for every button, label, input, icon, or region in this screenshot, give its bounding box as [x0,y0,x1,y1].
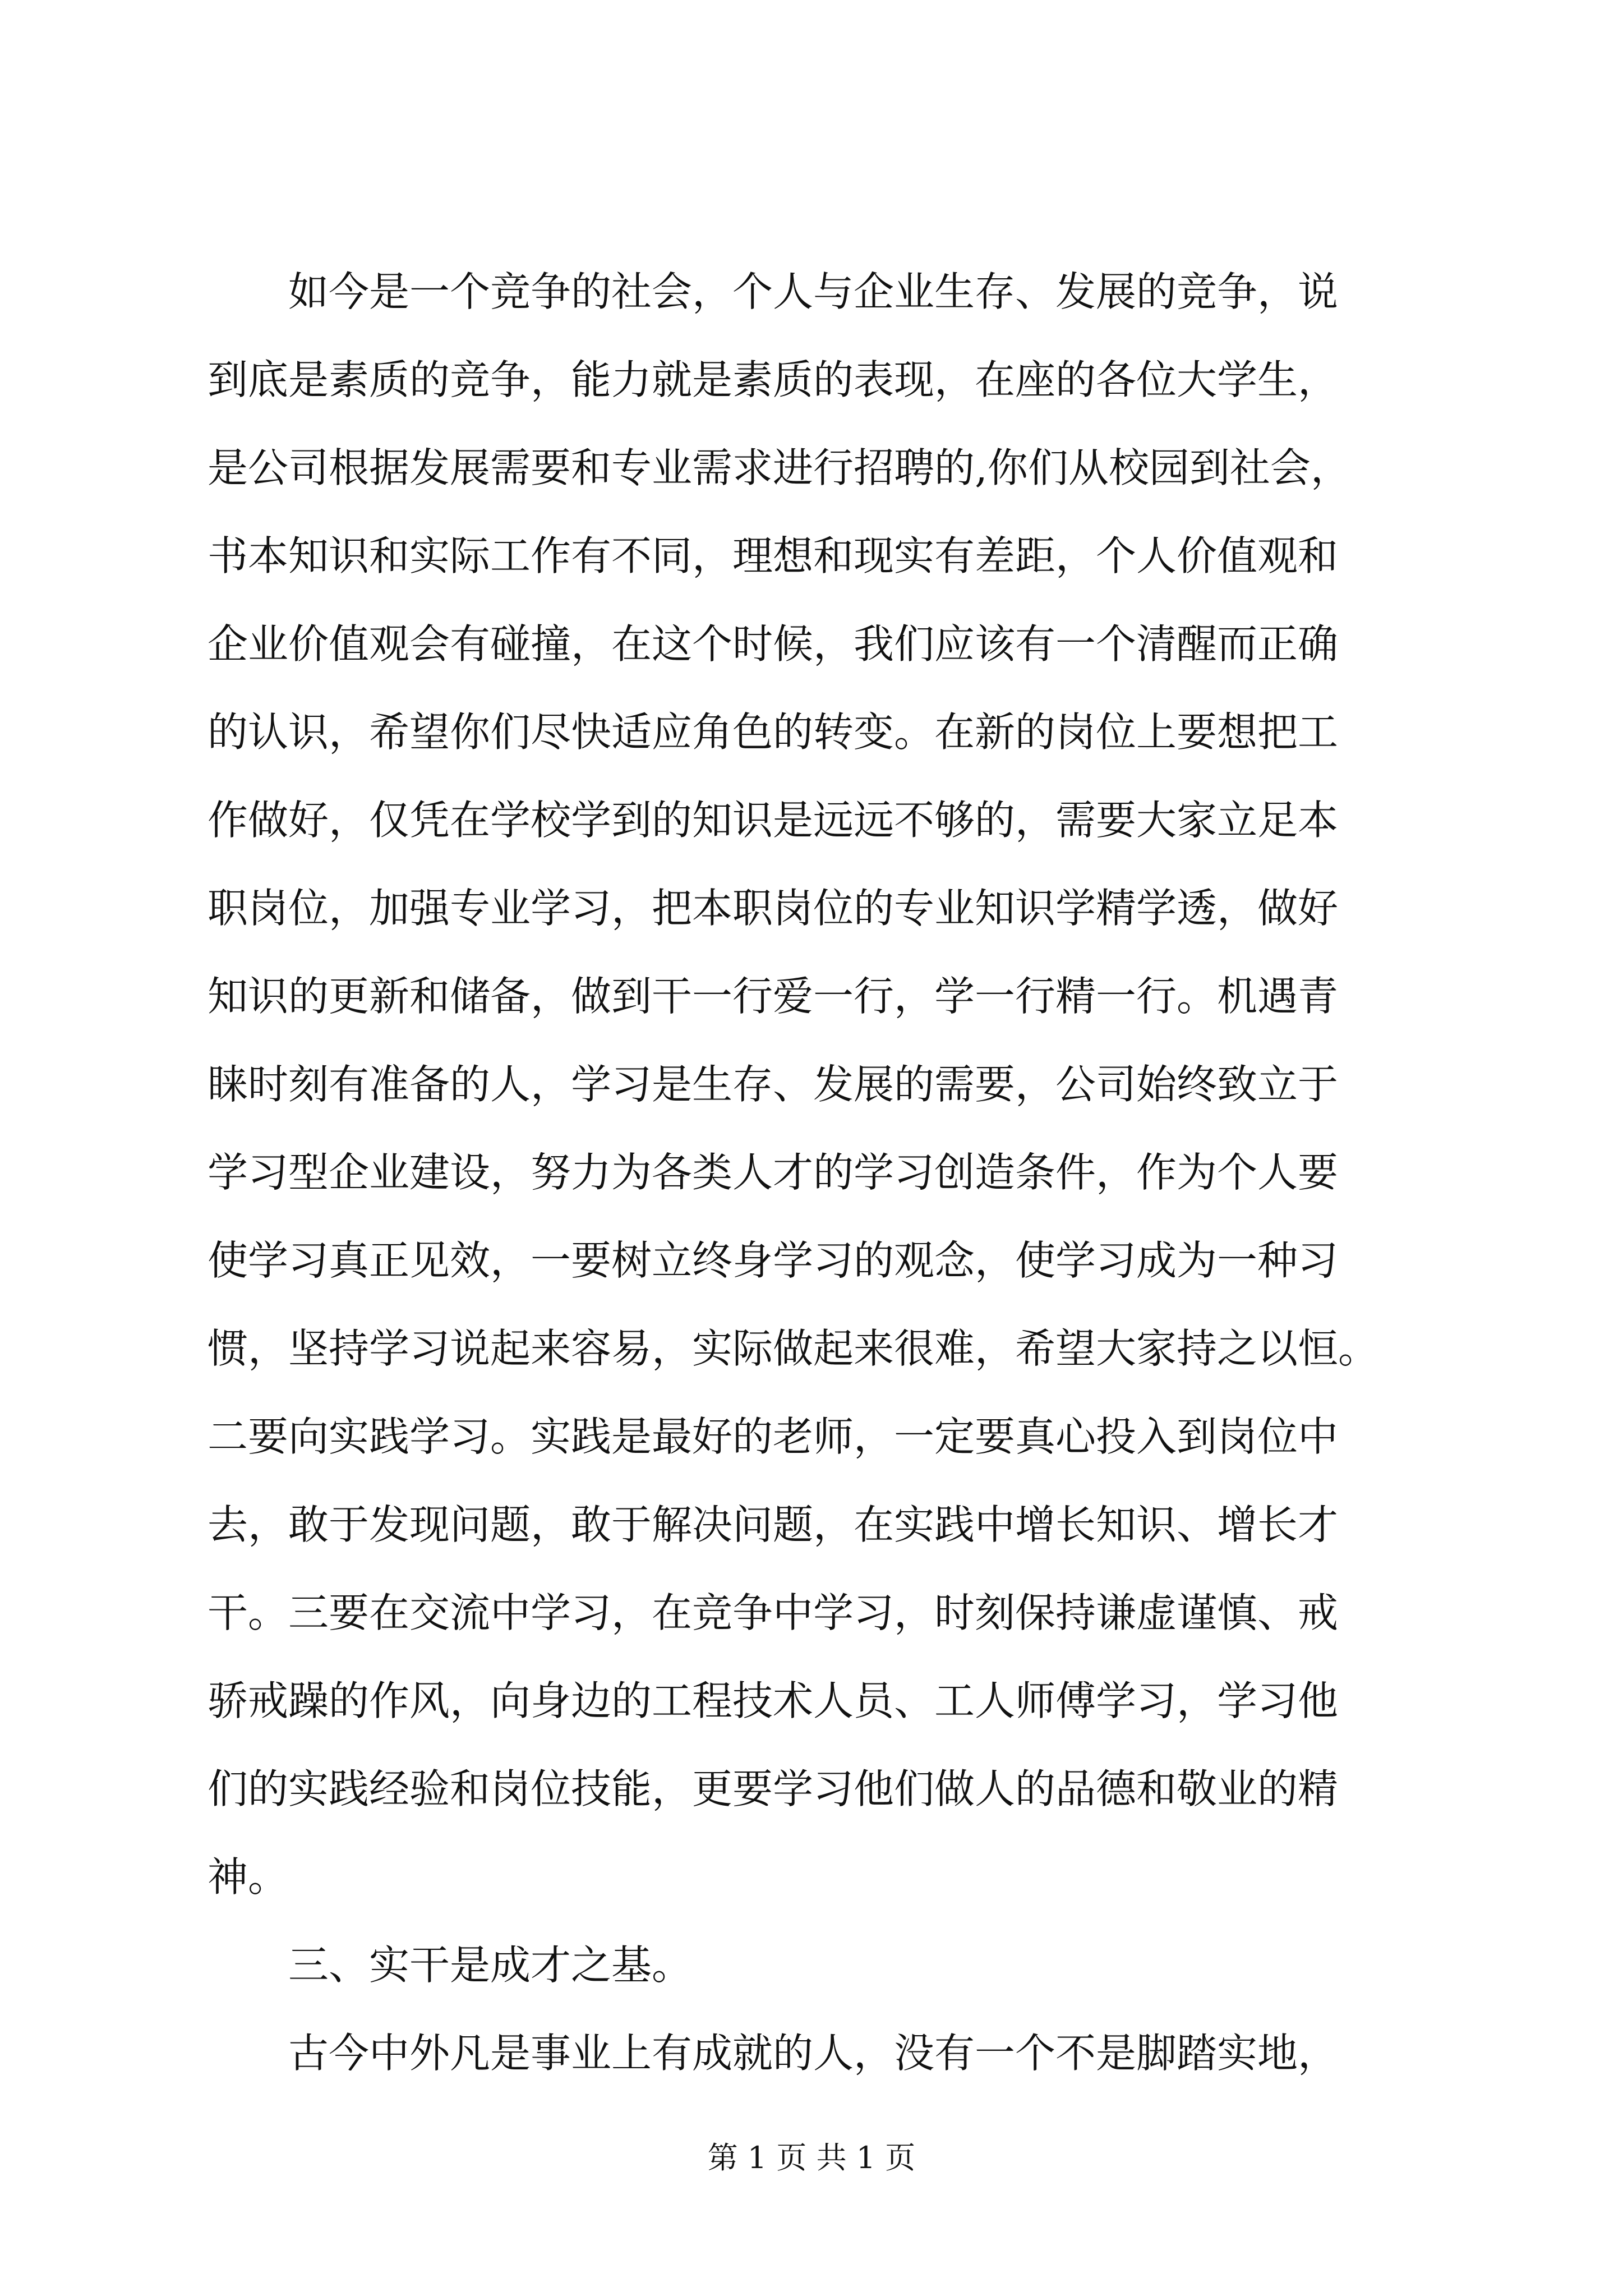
text-line-7: 作做好，仅凭在学校学到的知识是远远不够的，需要大家立足本 [208,797,1339,844]
text-line-18: 们的实践经验和岗位技能，更要学习他们做人的品德和敬业的精 [208,1765,1339,1812]
text-line-2: 到底是素质的竞争，能力就是素质的表现，在座的各位大学生， [208,356,1339,403]
text-line-19: 神。 [208,1853,289,1901]
text-line-14: 二要向实践学习。实践是最好的老师，一定要真心投入到岗位中 [208,1413,1339,1460]
body-text [208,264,1441,2113]
text-line-3: 是公司根据发展需要和专业需求进行招聘的,你们从校园到社会， [208,444,1351,491]
text-line-9: 知识的更新和储备，做到干一行爱一行，学一行精一行。机遇青 [208,973,1339,1020]
text-line-1: 如今是一个竞争的社会，个人与企业生存、发展的竞争，说 [208,268,1339,315]
text-line-21: 古今中外凡是事业上有成就的人，没有一个不是脚踏实地， [208,2030,1339,2077]
text-line-4: 书本知识和实际工作有不同，理想和现实有差距，个人价值观和 [208,532,1339,579]
text-line-10: 睐时刻有准备的人，学习是生存、发展的需要，公司始终致立于 [208,1061,1339,1108]
text-line-12: 使学习真正见效，一要树立终身学习的观念，使学习成为一种习 [208,1237,1339,1284]
text-line-13: 惯，坚持学习说起来容易，实际做起来很难，希望大家持之以恒。 [208,1325,1379,1372]
text-line-15: 去，敢于发现问题，敢于解决问题，在实践中增长知识、增长才 [208,1501,1339,1548]
text-line-11: 学习型企业建设，努力为各类人才的学习创造条件，作为个人要 [208,1149,1339,1196]
text-line-17: 骄戒躁的作风，向身边的工程技术人员、工人师傅学习，学习他 [208,1677,1339,1724]
page-footer: 第 1 页 共 1 页 [707,2140,916,2175]
text-line-6: 的认识，希望你们尽快适应角色的转变。在新的岗位上要想把工 [208,708,1339,756]
section-heading: 三、实干是成才之基。 [208,1941,693,1989]
text-line-16: 干。三要在交流中学习，在竞争中学习，时刻保持谦虚谨慎、戒 [208,1589,1339,1636]
text-line-5: 企业价值观会有碰撞，在这个时候，我们应该有一个清醒而正确 [208,620,1339,668]
text-line-8: 职岗位，加强专业学习，把本职岗位的专业知识学精学透，做好 [208,885,1339,932]
